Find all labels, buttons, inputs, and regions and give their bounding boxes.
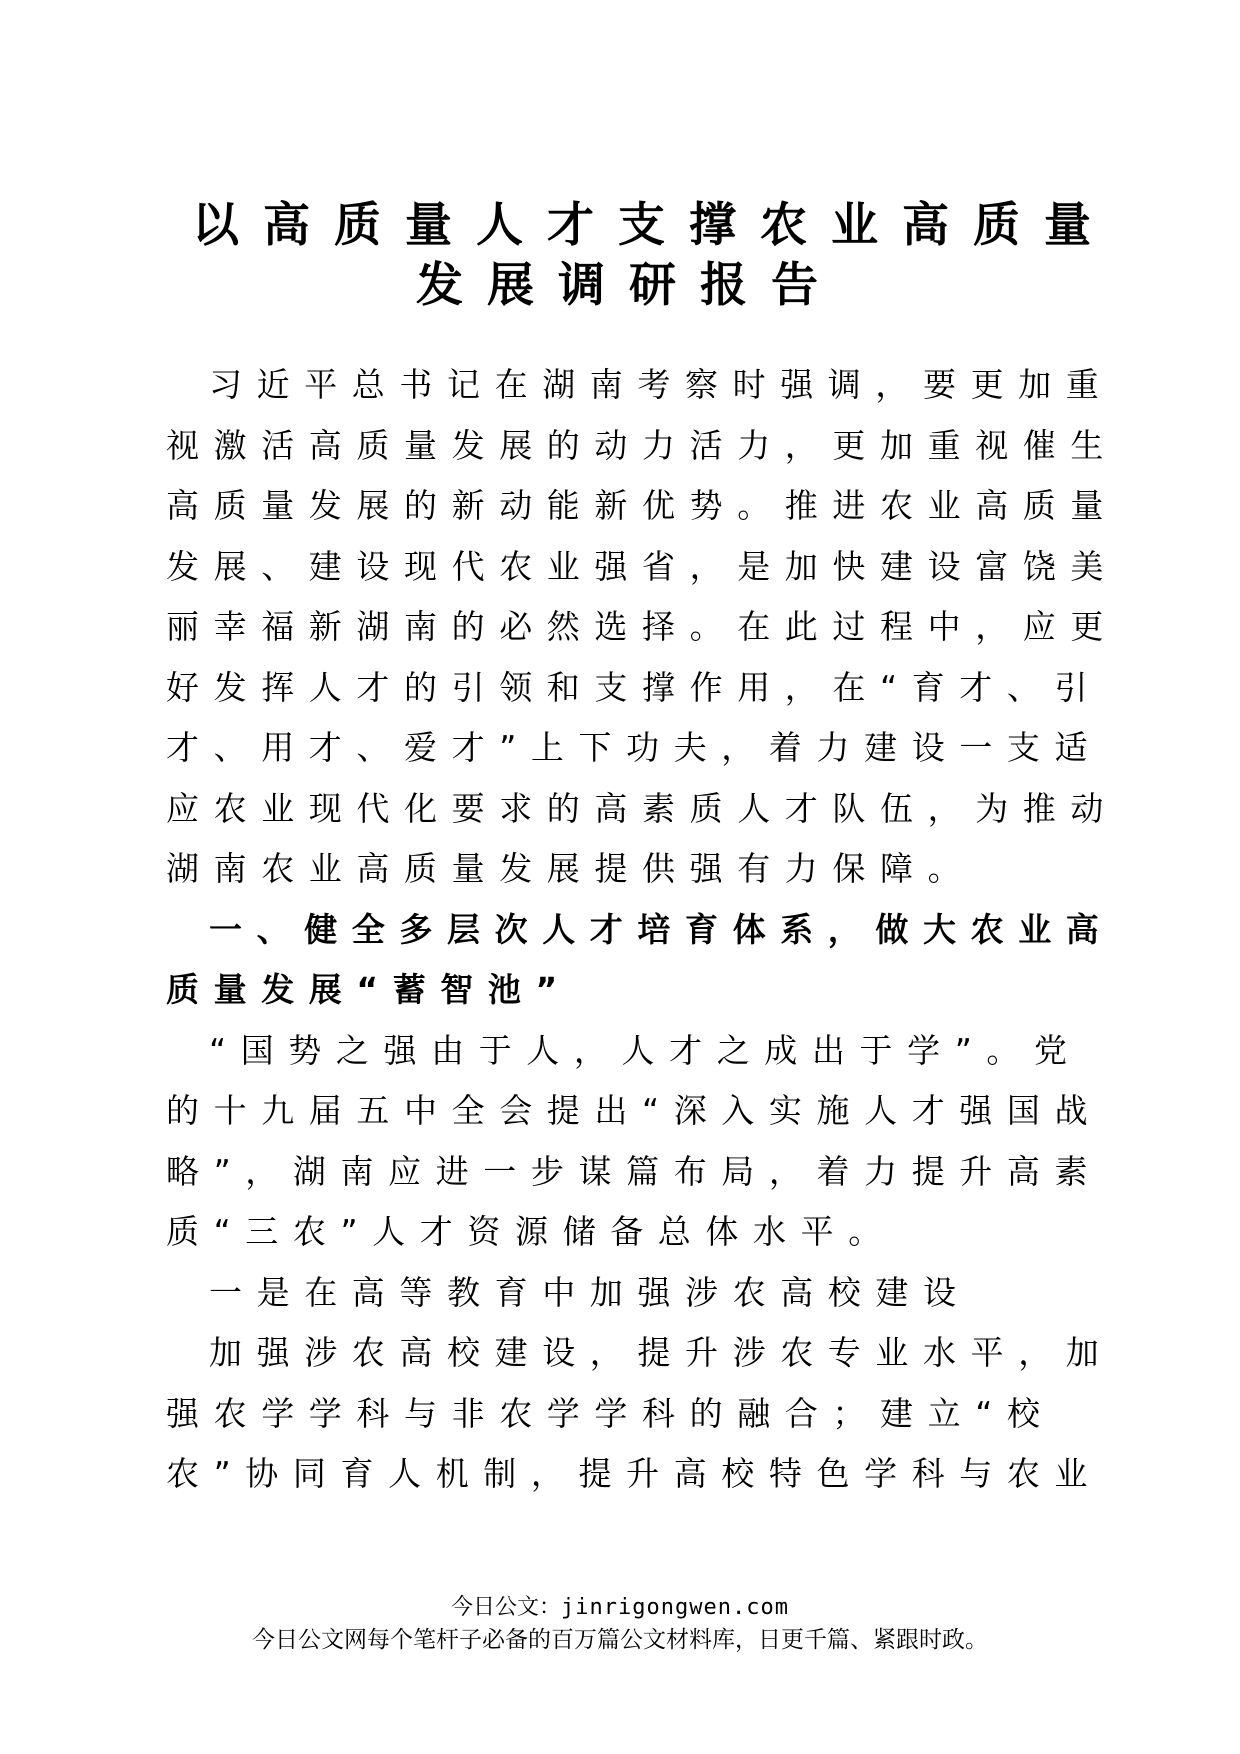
intro-line: 好发挥人才的引领和支撑作用，在“育才、引 [166,667,1103,707]
footer-site-url[interactable]: jinrigongwen.com [561,1595,789,1620]
intro-line: 视激活高质量发展的动力活力，更加重视催生 [166,425,1118,465]
footer-site [0,1593,1240,1623]
section-1-heading-line: 一、健全多层次人才培育体系，做大农业高 [209,909,1114,949]
title-line-2: 发展调研报告 [416,258,842,313]
footer-site-label: 今日公文： [451,1595,562,1620]
section-1-line: “国势之强由于人，人才之成出于学”。党 [209,1030,1082,1070]
footer-slogan: 今日公文网每个笔杆子必备的百万篇公文材料库，日更千篇、紧跟时政。 [252,1627,988,1653]
intro-line: 丽幸福新湖南的必然选择。在此过程中，应更 [166,607,1118,646]
section-1-line: 的十九届五中全会提出“深入实施人才强国战 [166,1091,1103,1130]
intro-line: 才、用才、爱才”上下功夫，着力建设一支适 [166,728,1103,767]
section-1-line: 质“三农”人才资源储备总体水平。 [166,1212,896,1251]
section-1-heading [166,900,1114,1021]
subheading [166,1263,1074,1324]
document-title [180,196,1115,316]
sub-para-line: 加强涉农高校建设，提升涉农专业水平，加 [209,1333,1114,1372]
intro-line: 湖南农业高质量发展提供强有力保障。 [166,849,976,888]
intro-line: 应农业现代化要求的高素质人才队伍，为推动 [166,788,1118,828]
document-body [166,355,1118,1505]
section-1-paragraph [166,1021,1103,1263]
intro-line: 习近平总书记在湖南考察时强调，要更加重 [209,365,1114,404]
sub-para-line: 农”协同育人机制，提升高校特色学科与农业 [166,1454,1103,1493]
section-1-heading-line: 质量发展“蓄智池” [166,970,572,1009]
section-1-line: 略”，湖南应进一步谋篇布局，着力提升高素 [166,1151,1103,1191]
subheading-text: 一是在高等教育中加强涉农高校建设 [209,1272,971,1312]
sub-paragraph [166,1323,1114,1505]
intro-line: 高质量发展的新动能新优势。推进农业高质量 [166,486,1118,525]
title-line-1: 以高质量人才支撑农业高质量 [192,198,1115,253]
intro-line: 发展、建设现代农业强省，是加快建设富饶美 [166,546,1118,586]
intro-paragraph [166,355,1118,900]
sub-para-line: 强农学学科与非农学学科的融合；建立“校 [166,1393,1055,1433]
